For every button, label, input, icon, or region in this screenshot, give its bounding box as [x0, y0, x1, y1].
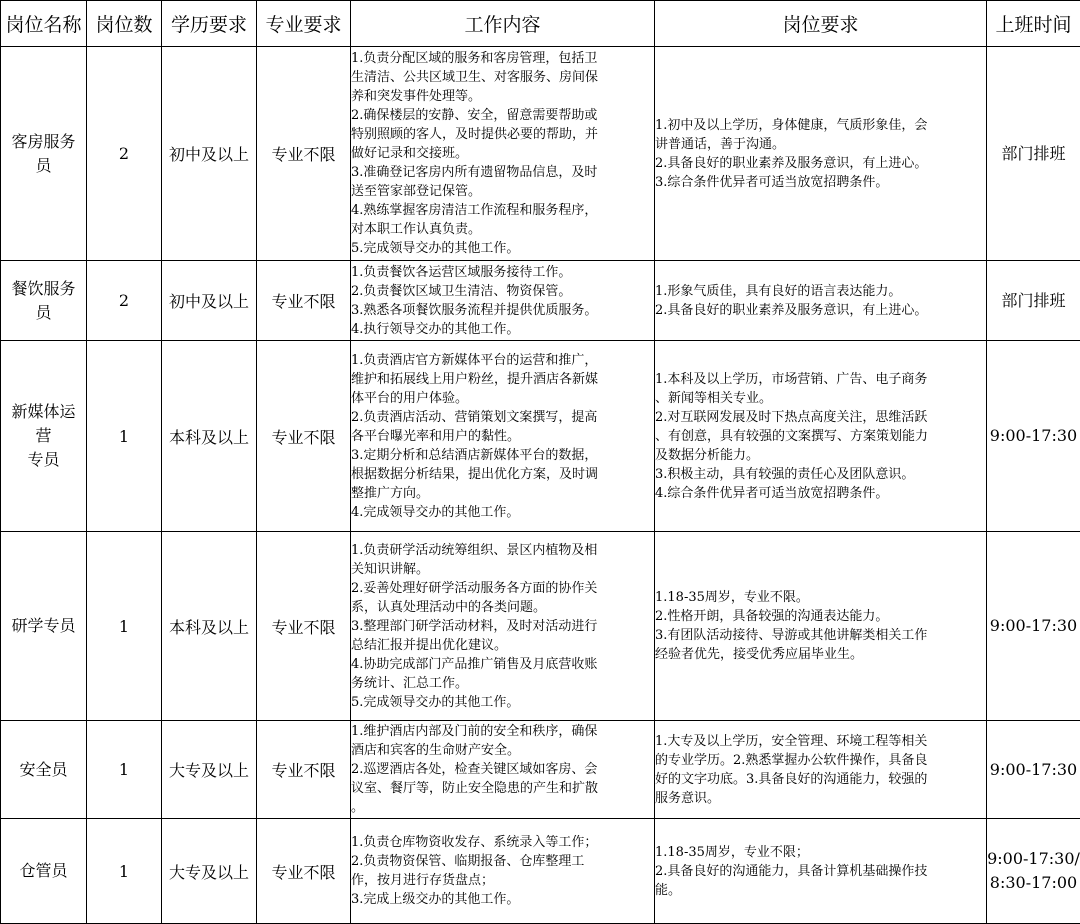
- duty-line: 5.完成领导交办的其他工作。: [351, 241, 520, 256]
- requirement-line: 3.综合条件优异者可适当放宽招聘条件。: [655, 174, 889, 190]
- requirement-line: 3.积极主动，具有较强的责任心及团队意识。: [655, 466, 915, 482]
- duties-list: [351, 833, 654, 909]
- header-hours: 上班时间: [987, 1, 1080, 47]
- duty-line: 维护和拓展线上用户粉丝，提升酒店各新媒: [351, 371, 599, 387]
- duty-line: 酒店和宾客的生命财产安全。: [351, 743, 521, 758]
- duty-line: 2.负责物资保管、临期报备、仓库整理工: [351, 854, 585, 869]
- table-row: [1, 721, 1080, 819]
- duty-line: 3.整理部门研学活动材料，及时对活动进行: [351, 618, 598, 634]
- duty-line: 特别照顾的客人，及时提供必要的帮助，并: [351, 127, 599, 142]
- duties-list: [351, 541, 654, 712]
- requirement-line: 经验者优先，接受优秀应届毕业生。: [655, 647, 864, 662]
- education-cell: 本科及以上: [162, 341, 257, 532]
- duties-cell: [351, 532, 655, 721]
- major-cell: 专业不限: [257, 532, 351, 721]
- duty-line: 2.巡逻酒店各处，检查关键区域如客房、会: [351, 762, 598, 777]
- duty-line: 4.执行领导交办的其他工作。: [351, 321, 520, 337]
- position-name-cell: 餐饮服务 员: [1, 261, 87, 341]
- duties-cell: [351, 819, 655, 924]
- requirements-cell: [655, 819, 987, 924]
- position-name-cell: 仓管员: [1, 819, 87, 924]
- duty-line: 3.完成上级交办的其他工作。: [351, 892, 520, 907]
- position-count-cell: 1: [87, 721, 162, 819]
- duties-list: [351, 49, 654, 258]
- duty-line: 2.妥善处理好研学活动服务各方面的协作关: [351, 580, 598, 596]
- requirements-cell: [655, 532, 987, 721]
- duty-line: 送至管家部登记保管。: [351, 184, 482, 199]
- duty-line: 2.负责酒店活动、营销策划文案撰写，提高: [351, 409, 598, 425]
- duties-cell: [351, 261, 655, 341]
- duty-line: 2.确保楼层的安静、安全，留意需要帮助或: [351, 108, 598, 123]
- position-count-cell: 1: [87, 819, 162, 924]
- table-row: [1, 819, 1080, 924]
- duties-cell: [351, 47, 655, 261]
- duty-line: 做好记录和交接班。: [351, 146, 469, 161]
- duty-line: 2.负责餐饮区域卫生清洁、物资保管。: [351, 283, 572, 299]
- duty-line: 整推广方向。: [351, 485, 430, 501]
- duty-line: 1.负责餐饮各运营区域服务接待工作。: [351, 264, 572, 280]
- requirement-line: 3.有团队活动接待、导游或其他讲解类相关工作: [655, 628, 928, 643]
- requirement-line: 的专业学历。2.熟悉掌握办公软件操作，具备良: [655, 752, 928, 768]
- position-name-cell: 客房服务 员: [1, 47, 87, 261]
- table-row: [1, 532, 1080, 721]
- position-count-cell: 2: [87, 47, 162, 261]
- duty-line: 根据数据分析结果，提出优化方案，及时调: [351, 466, 599, 482]
- duties-cell: [351, 721, 655, 819]
- table-row: [1, 341, 1080, 532]
- duty-line: 1.负责研学活动统筹组织、景区内植物及相: [351, 542, 598, 558]
- requirement-line: 好的文字功底。3.具备良好的沟通能力，较强的: [655, 771, 928, 787]
- duty-line: 4.协助完成部门产品推广销售及月底营收账: [351, 656, 598, 672]
- major-cell: 专业不限: [257, 47, 351, 261]
- hours-cell: 9:00-17:30: [987, 341, 1080, 532]
- duty-line: 务统计、汇总工作。: [351, 675, 469, 691]
- requirement-line: 2.性格开朗，具备较强的沟通表达能力。: [655, 609, 889, 624]
- requirement-line: 1.本科及以上学历，市场营销、广告、电子商务: [655, 371, 928, 387]
- requirement-line: 、有创意，具有较强的文案撰写、方案策划能力: [655, 428, 929, 444]
- requirements-list: [655, 282, 986, 320]
- requirement-line: 2.具备良好的沟通能力，具备计算机基础操作技: [655, 863, 928, 879]
- duty-line: 各平台曝光率和用户的黏性。: [351, 428, 521, 444]
- education-cell: 大专及以上: [162, 819, 257, 924]
- requirements-list: [655, 843, 986, 900]
- duty-line: 3.熟悉各项餐饮服务流程并提供优质服务。: [351, 302, 598, 318]
- requirement-line: 1.初中及以上学历，身体健康，气质形象佳，会: [655, 117, 928, 133]
- duty-line: 。: [351, 800, 365, 815]
- major-cell: 专业不限: [257, 721, 351, 819]
- duty-line: 总结汇报并提出优化建议。: [351, 637, 508, 653]
- requirement-line: 1.18-35周岁，专业不限。: [655, 590, 809, 605]
- header-major: 专业要求: [257, 1, 351, 47]
- duty-line: 养和突发事件处理等。: [351, 89, 482, 104]
- major-cell: 专业不限: [257, 261, 351, 341]
- requirements-list: [655, 588, 986, 664]
- requirement-line: 4.综合条件优异者可适当放宽招聘条件。: [655, 485, 889, 501]
- position-name-cell: 新媒体运 营 专员: [1, 341, 87, 532]
- hours-cell: 部门排班: [987, 261, 1080, 341]
- duty-line: 关知识讲解。: [351, 561, 430, 577]
- education-cell: 大专及以上: [162, 721, 257, 819]
- duty-line: 作，按月进行存货盘点；: [351, 873, 495, 888]
- requirement-line: 能。: [655, 882, 682, 898]
- duty-line: 生清洁、公共区域卫生、对客服务、房间保: [351, 70, 599, 85]
- duty-line: 议室、餐厅等，防止安全隐患的产生和扩散: [351, 781, 599, 796]
- education-cell: 初中及以上: [162, 261, 257, 341]
- duties-list: [351, 722, 654, 817]
- duty-line: 1.负责仓库物资收发存、系统录入等工作；: [351, 835, 598, 850]
- position-count-cell: 1: [87, 341, 162, 532]
- position-name-cell: 安全员: [1, 721, 87, 819]
- requirement-line: 讲普通话，善于沟通。: [655, 136, 786, 152]
- duty-line: 1.负责酒店官方新媒体平台的运营和推广，: [351, 352, 598, 368]
- requirements-cell: [655, 261, 987, 341]
- position-name-cell: 研学专员: [1, 532, 87, 721]
- duties-list: [351, 263, 654, 339]
- hours-cell: 9:00-17:30/ 8:30-17:00: [987, 819, 1080, 924]
- requirement-line: 服务意识。: [655, 790, 721, 806]
- position-count-cell: 1: [87, 532, 162, 721]
- duty-line: 系，认真处理活动中的各类问题。: [351, 599, 547, 615]
- header-education: 学历要求: [162, 1, 257, 47]
- requirement-line: 2.对互联网发展及时下热点高度关注，思维活跃: [655, 409, 928, 425]
- header-requirements: 岗位要求: [655, 1, 987, 47]
- header-row: [1, 1, 1080, 47]
- requirement-line: 、新闻等相关专业。: [655, 390, 773, 406]
- hours-cell: 部门排班: [987, 47, 1080, 261]
- table-row: [1, 261, 1080, 341]
- requirements-list: [655, 370, 986, 503]
- major-cell: 专业不限: [257, 819, 351, 924]
- duty-line: 5.完成领导交办的其他工作。: [351, 694, 520, 710]
- header-position-name: 岗位名称: [1, 1, 87, 47]
- duty-line: 4.完成领导交办的其他工作。: [351, 504, 520, 520]
- requirement-line: 1.形象气质佳，具有良好的语言表达能力。: [655, 283, 902, 299]
- hours-cell: 9:00-17:30: [987, 532, 1080, 721]
- duty-line: 3.准确登记客房内所有遗留物品信息，及时: [351, 165, 598, 180]
- requirements-cell: [655, 341, 987, 532]
- requirement-line: 1.大专及以上学历，安全管理、环境工程等相关: [655, 733, 928, 749]
- requirement-line: 1.18-35周岁，专业不限；: [655, 844, 809, 860]
- header-position-count: 岗位数: [87, 1, 162, 47]
- requirements-list: [655, 116, 986, 192]
- table-body: [1, 47, 1080, 924]
- education-cell: 本科及以上: [162, 532, 257, 721]
- duty-line: 对本职工作认真负责。: [351, 222, 482, 237]
- requirements-cell: [655, 47, 987, 261]
- position-count-cell: 2: [87, 261, 162, 341]
- hours-cell: 9:00-17:30: [987, 721, 1080, 819]
- duties-list: [351, 351, 654, 522]
- requirement-line: 及数据分析能力。: [655, 447, 760, 463]
- requirement-line: 2.具备良好的职业素养及服务意识，有上进心。: [655, 302, 928, 318]
- requirement-line: 2.具备良好的职业素养及服务意识，有上进心。: [655, 155, 928, 171]
- major-cell: 专业不限: [257, 341, 351, 532]
- duty-line: 1.负责分配区域的服务和客房管理，包括卫: [351, 51, 598, 66]
- requirements-list: [655, 732, 986, 808]
- duty-line: 3.定期分析和总结酒店新媒体平台的数据，: [351, 447, 598, 463]
- education-cell: 初中及以上: [162, 47, 257, 261]
- requirements-cell: [655, 721, 987, 819]
- duties-cell: [351, 341, 655, 532]
- table-row: [1, 47, 1080, 261]
- duty-line: 体平台的用户体验。: [351, 390, 469, 406]
- duty-line: 1.维护酒店内部及门前的安全和秩序，确保: [351, 724, 598, 739]
- header-duties: 工作内容: [351, 1, 655, 47]
- duty-line: 4.熟练掌握客房清洁工作流程和服务程序，: [351, 203, 598, 218]
